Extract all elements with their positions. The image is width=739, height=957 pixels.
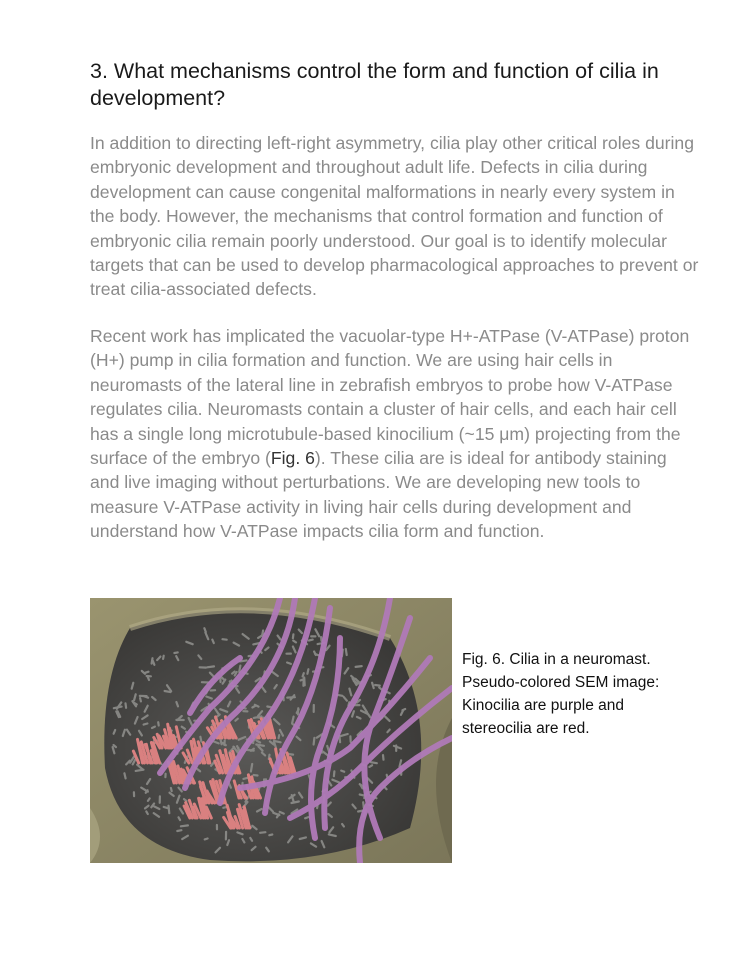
microvillus	[176, 702, 178, 706]
paragraph-research-text-1: Recent work has implicated the vacuolar-type H+-ATPase (V-ATPase) proton (H+) pump in cilia formation and function. We are using hair cells in neuromasts of the lateral line in zebrafish embryos to probe how V-ATPase regulates cilia. Neuromasts contain a cluster of hair cells, and each hair cell has a single long microtubule-based kinocilium (~15 μm) projecting from the surface of the embryo (	[90, 326, 690, 469]
microvillus	[152, 727, 155, 728]
microvillus	[254, 775, 258, 776]
microvillus	[314, 652, 316, 656]
microvillus	[251, 764, 252, 772]
microvillus	[274, 741, 281, 742]
microvillus	[163, 656, 164, 659]
paragraph-research	[90, 324, 700, 544]
microvillus	[148, 798, 150, 801]
microvillus	[239, 666, 240, 672]
microvillus	[140, 698, 141, 701]
microvillus	[179, 817, 181, 820]
microvillus	[267, 707, 271, 708]
microvillus	[305, 817, 308, 818]
microvillus	[126, 703, 127, 707]
paragraph-research-text-2: ). These cilia are is ideal for antibody staining and live imaging without perturbations. We are developing new tools to measure V-ATPase activity in living hair cells during development and understand how V-ATPase impacts cilia form and function.	[90, 448, 667, 542]
microvillus	[400, 760, 402, 766]
figure-reference-link[interactable]: Fig. 6	[270, 448, 315, 469]
sem-image-neuromast	[90, 598, 452, 863]
figure-caption-line-2: Kinocilia are purple and	[462, 697, 624, 714]
microvillus	[279, 735, 280, 738]
microvillus	[146, 811, 148, 814]
paragraph-intro: In addition to directing left-right asymmetry, cilia play other critical roles during embryonic development and throughout adult life. Defects in cilia during development can cause congenital malformations in nearly every system in the body. However, the mechanisms that control formation and function of embryonic cilia remain poorly understood. Our goal is to identify molecular targets that can be used to develop pharmacological approaches to prevent or treat cilia-associated defects.	[90, 133, 699, 300]
microvillus	[259, 788, 260, 791]
figure-caption-line-3: stereocilia are red.	[462, 720, 590, 737]
microvillus	[341, 771, 344, 772]
microvillus	[260, 832, 265, 833]
microvillus	[293, 634, 294, 638]
microvillus	[177, 830, 181, 831]
microvillus	[181, 825, 188, 826]
microvillus	[269, 835, 272, 836]
microvillus	[256, 745, 264, 746]
microvillus	[124, 773, 125, 778]
microvillus	[174, 652, 177, 653]
microvillus	[334, 771, 335, 776]
microvillus	[257, 741, 260, 743]
figure-caption-line-1: Pseudo-colored SEM image:	[462, 674, 660, 691]
microvillus	[132, 683, 134, 689]
microvillus	[357, 717, 361, 719]
microvillus	[165, 691, 171, 692]
microvillus	[375, 685, 380, 686]
microvillus	[387, 692, 390, 693]
microvillus	[329, 834, 336, 836]
microvillus	[383, 755, 384, 760]
microvillus	[171, 788, 172, 791]
microvillus	[232, 672, 235, 674]
section-heading: 3. What mechanisms control the form and function of cilia in development?	[90, 59, 659, 110]
microvillus	[158, 722, 159, 725]
microvillus	[300, 837, 306, 839]
microvillus	[223, 639, 227, 640]
microvillus	[144, 724, 148, 725]
microvillus	[114, 730, 116, 734]
microvillus	[287, 663, 291, 664]
microvillus	[314, 738, 315, 745]
microvillus	[204, 628, 205, 632]
microvillus	[205, 839, 208, 840]
microvillus	[402, 709, 405, 710]
microvillus	[250, 838, 252, 841]
microvillus	[134, 694, 136, 700]
microvillus	[145, 672, 148, 673]
figure-caption-title: Fig. 6. Cilia in a neuromast.	[462, 651, 651, 668]
microvillus	[280, 812, 284, 814]
microvillus	[342, 824, 344, 827]
microvillus	[169, 806, 170, 814]
microvillus	[153, 661, 155, 665]
microvillus	[369, 765, 372, 767]
microvillus	[307, 669, 308, 674]
microvillus	[207, 666, 214, 667]
microvillus	[184, 799, 187, 801]
microvillus	[293, 641, 296, 643]
microvillus	[371, 762, 377, 763]
microvillus	[372, 683, 374, 688]
microvillus	[252, 706, 255, 708]
microvillus	[309, 640, 313, 641]
microvillus	[200, 737, 201, 742]
microvillus	[235, 719, 237, 721]
microvillus	[292, 717, 294, 724]
figure-caption	[462, 648, 692, 740]
microvillus	[247, 750, 254, 751]
microvillus	[212, 640, 214, 644]
microvillus	[356, 666, 362, 667]
microvillus	[303, 673, 304, 676]
microvillus	[346, 649, 347, 655]
